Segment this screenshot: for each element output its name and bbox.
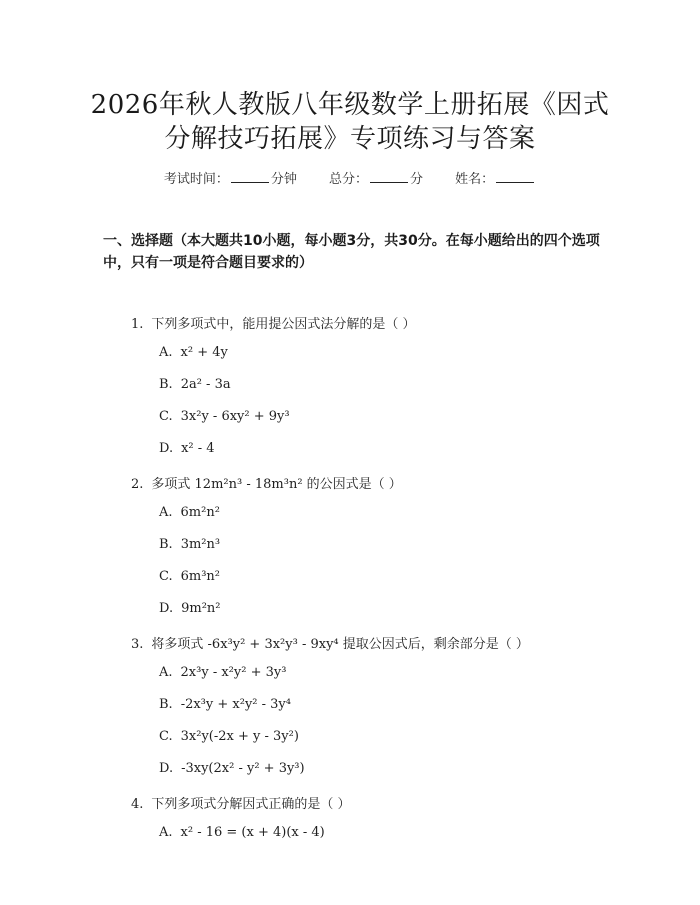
question-text: 下列多项式分解因式正确的是（ ）: [151, 797, 351, 812]
option-text: x² - 4: [181, 441, 215, 456]
option-letter: A.: [159, 825, 173, 840]
question-2-option-a: [159, 505, 220, 520]
question-4-option-a: [159, 825, 325, 840]
question-text: 多项式 12m²n³ - 18m³n² 的公因式是（ ）: [151, 477, 402, 492]
option-letter: D.: [159, 441, 174, 456]
total-score-label: 总分：: [328, 172, 368, 187]
option-text: 9m²n²: [181, 601, 221, 616]
question-1: [131, 313, 416, 332]
option-letter: A.: [159, 665, 173, 680]
question-text: 下列多项式中，能用提公因式法分解的是（ ）: [151, 317, 416, 332]
option-letter: A.: [159, 345, 173, 360]
exam-time-blank: [231, 171, 269, 183]
option-text: 3x²y(-2x + y - 3y²): [180, 729, 299, 744]
option-letter: B.: [159, 537, 173, 552]
question-2: [131, 473, 402, 492]
exam-info-line: [0, 168, 700, 187]
total-score-blank: [370, 171, 408, 183]
question-2-option-c: [159, 569, 220, 584]
question-text: 将多项式 -6x³y² + 3x²y³ - 9xy⁴ 提取公因式后，剩余部分是（ ）: [151, 637, 529, 652]
document-title-line-2: 分解技巧拓展》专项练习与答案: [164, 124, 536, 154]
question-number: 3.: [131, 637, 144, 652]
option-text: 3m²n³: [180, 537, 221, 552]
student-name-field: [455, 168, 536, 187]
option-letter: A.: [159, 505, 173, 520]
question-3: [131, 633, 529, 652]
option-letter: D.: [159, 761, 174, 776]
option-text: 2a² - 3a: [180, 377, 231, 392]
question-number: 2.: [131, 477, 144, 492]
option-letter: B.: [159, 697, 173, 712]
question-2-option-d: [159, 601, 221, 616]
option-letter: C.: [159, 729, 173, 744]
option-text: 2x³y - x²y² + 3y³: [180, 665, 287, 680]
exam-time-unit: 分钟: [270, 172, 297, 187]
exam-time-field: [164, 168, 297, 187]
question-1-option-a: [159, 345, 228, 360]
student-name-blank: [496, 171, 534, 183]
option-letter: C.: [159, 569, 173, 584]
student-name-label: 姓名：: [455, 172, 495, 187]
option-letter: D.: [159, 601, 174, 616]
question-3-option-a: [159, 665, 286, 680]
option-letter: B.: [159, 377, 173, 392]
total-score-field: [329, 168, 423, 187]
question-3-option-c: [159, 729, 299, 744]
section-1-heading: 一、选择题（本大题共10小题，每小题3分，共30分。在每小题给出的四个选项中，只有一项是符合题目要求的）: [103, 233, 600, 271]
question-2-option-b: [159, 537, 220, 552]
question-number: 1.: [131, 317, 144, 332]
question-3-option-b: [159, 697, 291, 712]
question-1-option-b: [159, 377, 231, 392]
question-4: [131, 793, 351, 812]
option-text: x² - 16 = (x + 4)(x - 4): [180, 825, 325, 840]
total-score-unit: 分: [410, 172, 424, 187]
exam-time-label: 考试时间：: [163, 172, 229, 187]
question-number: 4.: [131, 797, 144, 812]
option-text: -2x³y + x²y² - 3y⁴: [180, 697, 291, 712]
document-title-line-1: 2026年秋人教版八年级数学上册拓展《因式: [90, 90, 610, 120]
option-letter: C.: [159, 409, 173, 424]
option-text: 3x²y - 6xy² + 9y³: [180, 409, 290, 424]
question-1-option-d: [159, 441, 215, 456]
option-text: x² + 4y: [180, 345, 228, 360]
option-text: -3xy(2x² - y² + 3y³): [181, 761, 305, 776]
option-text: 6m²n²: [180, 505, 220, 520]
question-3-option-d: [159, 761, 305, 776]
option-text: 6m³n²: [180, 569, 221, 584]
question-1-option-c: [159, 409, 290, 424]
